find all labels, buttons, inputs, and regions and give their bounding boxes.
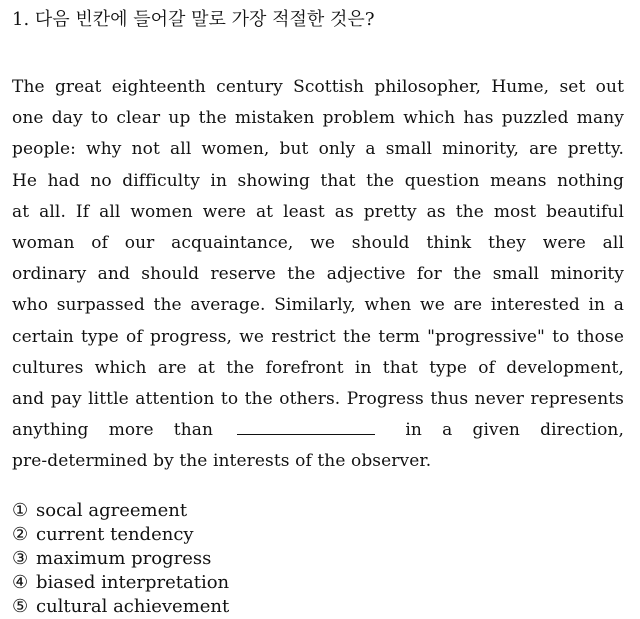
passage-line-with-blank — [12, 415, 624, 446]
passage-line: who surpassed the average. Similarly, when we are interested in a — [12, 295, 624, 316]
blank-line-after-text: in a given direction, — [405, 420, 624, 441]
passage-line: one day to clear up the mistaken problem which has puzzled many — [12, 108, 624, 129]
passage-final-line: pre-determined by the interests of the observer. — [12, 451, 432, 472]
choice-text: socal agreement — [36, 500, 188, 522]
choice-text: biased interpretation — [36, 572, 230, 594]
choice-text: maximum progress — [36, 548, 212, 570]
reading-passage — [12, 72, 624, 477]
blank-line-before-text: anything more than — [12, 420, 214, 441]
choice-3[interactable] — [12, 547, 624, 571]
choice-5[interactable] — [12, 595, 624, 619]
passage-line: The great eighteenth century Scottish philosopher, Hume, set out — [12, 77, 624, 97]
passage-line: ordinary and should reserve the adjective for the small minority — [12, 264, 624, 285]
answer-choices — [12, 499, 624, 619]
choice-2[interactable] — [12, 523, 624, 547]
passage-line: He had no difficulty in showing that the question means nothing — [12, 170, 624, 191]
choice-4[interactable] — [12, 571, 624, 595]
passage-line: and pay little attention to the others. Progress thus never represents — [12, 388, 624, 409]
choice-number: ④ — [12, 572, 29, 594]
passage-line: woman of our acquaintance, we should think they were all — [12, 232, 624, 253]
choice-number: ⑤ — [12, 596, 29, 618]
choice-number: ② — [12, 524, 29, 546]
answer-blank — [237, 420, 375, 435]
passage-line: people: why not all women, but only a small minority, are pretty. — [12, 139, 624, 160]
choice-number: ① — [12, 500, 29, 522]
passage-line: certain type of progress, we restrict the term "progressive" to those — [12, 326, 624, 347]
passage-line: at all. If all women were at least as pretty as the most beautiful — [12, 201, 624, 222]
question-title: 1. 다음 빈칸에 들어갈 말로 가장 적절한 것은? — [12, 9, 375, 30]
choice-1[interactable] — [12, 499, 624, 523]
choice-number: ③ — [12, 548, 29, 570]
choice-text: current tendency — [36, 524, 194, 546]
choice-text: cultural achievement — [36, 596, 230, 618]
passage-line: cultures which are at the forefront in that type of development, — [12, 357, 624, 378]
